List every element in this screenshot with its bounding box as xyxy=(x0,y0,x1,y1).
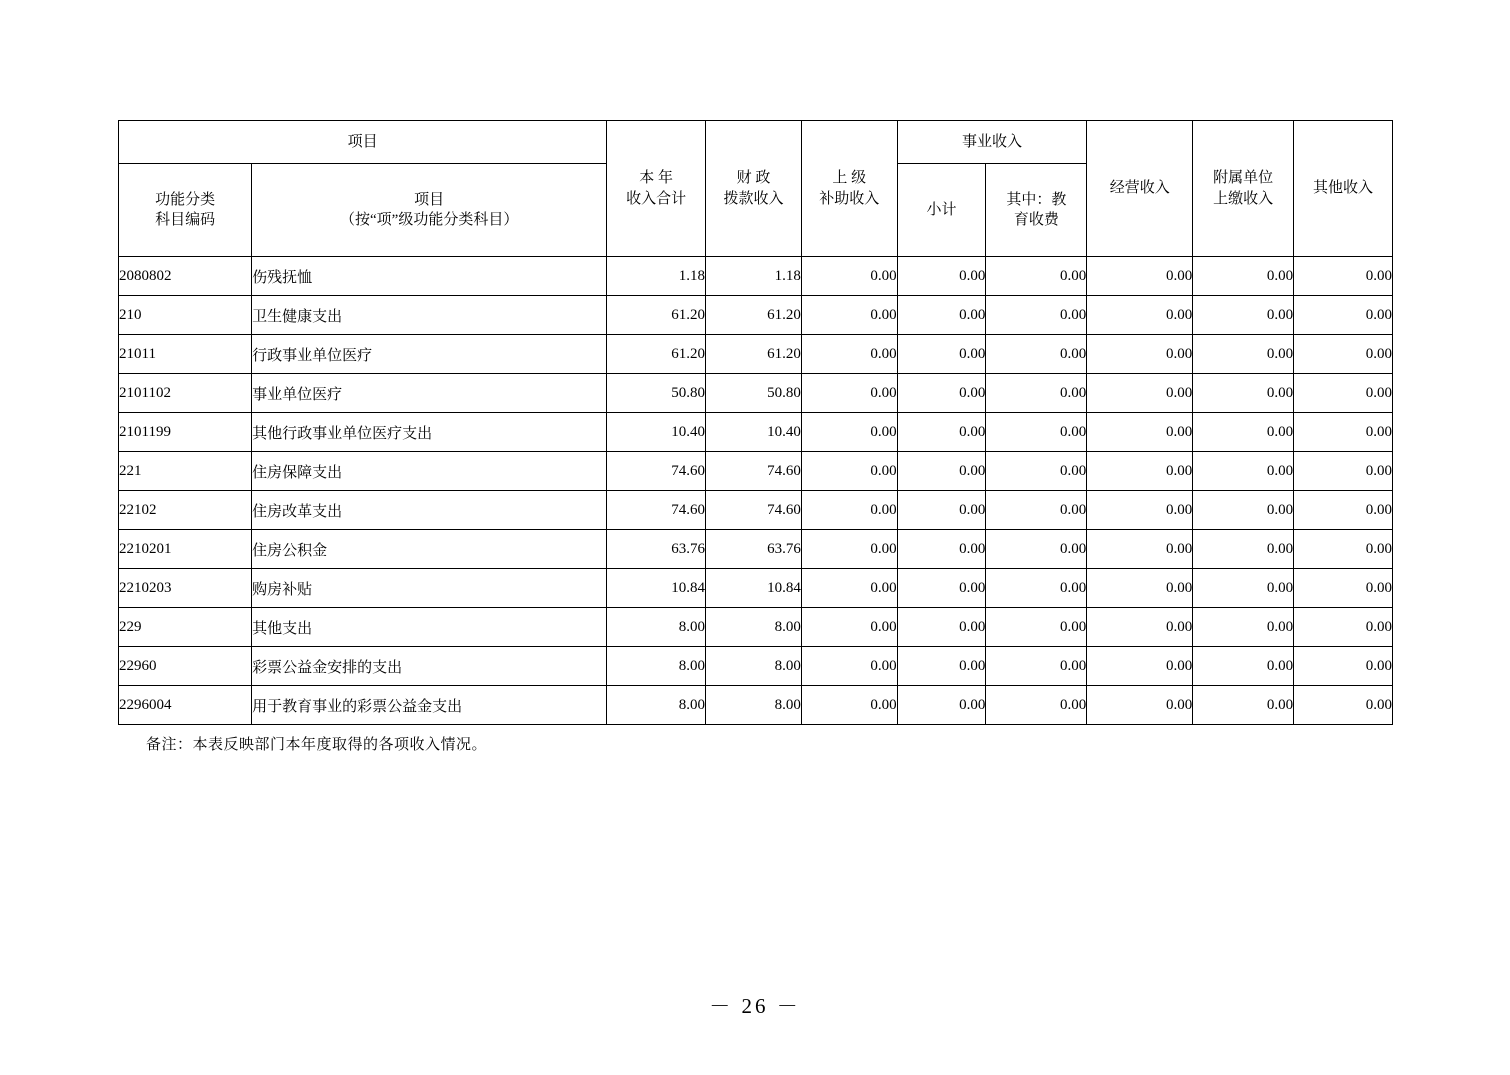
cell-subtotal: 0.00 xyxy=(897,335,986,374)
cell-operating: 0.00 xyxy=(1087,296,1193,335)
cell-edu: 0.00 xyxy=(986,608,1087,647)
header-other-income: 其他收入 xyxy=(1294,121,1393,257)
cell-subtotal: 0.00 xyxy=(897,686,986,725)
cell-item-name: 卫生健康支出 xyxy=(252,296,607,335)
cell-fiscal: 63.76 xyxy=(706,530,802,569)
header-total-income xyxy=(607,121,706,257)
cell-other: 0.00 xyxy=(1294,413,1393,452)
cell-total: 61.20 xyxy=(607,335,706,374)
cell-operating: 0.00 xyxy=(1087,647,1193,686)
cell-total: 63.76 xyxy=(607,530,706,569)
cell-affiliated: 0.00 xyxy=(1193,686,1294,725)
cell-fiscal: 8.00 xyxy=(706,686,802,725)
header-superior-line2: 补助收入 xyxy=(819,190,880,207)
header-superior-subsidy xyxy=(801,121,897,257)
cell-fiscal: 74.60 xyxy=(706,491,802,530)
cell-operating: 0.00 xyxy=(1087,452,1193,491)
header-superior-line1: 上 级 xyxy=(832,170,867,187)
cell-item-name: 彩票公益金安排的支出 xyxy=(252,647,607,686)
cell-affiliated: 0.00 xyxy=(1193,491,1294,530)
cell-operating: 0.00 xyxy=(1087,608,1193,647)
cell-edu: 0.00 xyxy=(986,452,1087,491)
cell-subtotal: 0.00 xyxy=(897,452,986,491)
cell-affiliated: 0.00 xyxy=(1193,257,1294,296)
cell-other: 0.00 xyxy=(1294,452,1393,491)
cell-operating: 0.00 xyxy=(1087,257,1193,296)
header-fiscal-line2: 拨款收入 xyxy=(723,190,784,207)
cell-total: 10.84 xyxy=(607,569,706,608)
cell-function-code: 2080802 xyxy=(119,257,252,296)
table-row xyxy=(119,608,1393,647)
cell-edu: 0.00 xyxy=(986,335,1087,374)
header-education-fee-line1: 其中：教 xyxy=(1006,191,1067,208)
header-fiscal-appropriation xyxy=(706,121,802,257)
cell-fiscal: 10.40 xyxy=(706,413,802,452)
header-function-code-line1: 功能分类 xyxy=(155,191,216,208)
cell-edu: 0.00 xyxy=(986,296,1087,335)
cell-superior: 0.00 xyxy=(801,491,897,530)
cell-item-name: 伤残抚恤 xyxy=(252,257,607,296)
cell-affiliated: 0.00 xyxy=(1193,296,1294,335)
cell-fiscal: 8.00 xyxy=(706,647,802,686)
cell-subtotal: 0.00 xyxy=(897,608,986,647)
table-row xyxy=(119,686,1393,725)
table-row xyxy=(119,491,1393,530)
cell-affiliated: 0.00 xyxy=(1193,569,1294,608)
cell-total: 1.18 xyxy=(607,257,706,296)
cell-item-name: 其他支出 xyxy=(252,608,607,647)
cell-item-name: 其他行政事业单位医疗支出 xyxy=(252,413,607,452)
cell-fiscal: 61.20 xyxy=(706,296,802,335)
cell-other: 0.00 xyxy=(1294,257,1393,296)
cell-fiscal: 61.20 xyxy=(706,335,802,374)
cell-affiliated: 0.00 xyxy=(1193,413,1294,452)
cell-fiscal: 50.80 xyxy=(706,374,802,413)
table-row xyxy=(119,296,1393,335)
cell-item-name: 事业单位医疗 xyxy=(252,374,607,413)
cell-item-name: 住房公积金 xyxy=(252,530,607,569)
cell-total: 8.00 xyxy=(607,686,706,725)
income-table xyxy=(118,120,1393,725)
cell-superior: 0.00 xyxy=(801,452,897,491)
cell-item-name: 住房改革支出 xyxy=(252,491,607,530)
cell-other: 0.00 xyxy=(1294,296,1393,335)
header-business-income: 事业收入 xyxy=(897,121,1087,164)
cell-total: 74.60 xyxy=(607,452,706,491)
header-item-name-line2: （按“项”级功能分类科目） xyxy=(340,212,519,228)
header-group-item: 项目 xyxy=(119,121,607,164)
table-row xyxy=(119,647,1393,686)
cell-other: 0.00 xyxy=(1294,530,1393,569)
header-item-name xyxy=(252,164,607,257)
table-row xyxy=(119,452,1393,491)
cell-operating: 0.00 xyxy=(1087,413,1193,452)
cell-edu: 0.00 xyxy=(986,257,1087,296)
header-total-income-line2: 收入合计 xyxy=(626,190,687,207)
header-total-income-line1: 本 年 xyxy=(639,170,673,187)
cell-affiliated: 0.00 xyxy=(1193,530,1294,569)
cell-superior: 0.00 xyxy=(801,530,897,569)
cell-item-name: 住房保障支出 xyxy=(252,452,607,491)
table-row xyxy=(119,569,1393,608)
table-row xyxy=(119,374,1393,413)
cell-total: 74.60 xyxy=(607,491,706,530)
cell-total: 8.00 xyxy=(607,608,706,647)
header-fiscal-line1: 财 政 xyxy=(736,170,771,187)
table-row xyxy=(119,335,1393,374)
table-body xyxy=(119,257,1393,725)
cell-function-code: 2296004 xyxy=(119,686,252,725)
cell-total: 10.40 xyxy=(607,413,706,452)
cell-subtotal: 0.00 xyxy=(897,647,986,686)
cell-operating: 0.00 xyxy=(1087,569,1193,608)
cell-other: 0.00 xyxy=(1294,491,1393,530)
cell-subtotal: 0.00 xyxy=(897,257,986,296)
cell-superior: 0.00 xyxy=(801,374,897,413)
cell-superior: 0.00 xyxy=(801,257,897,296)
cell-edu: 0.00 xyxy=(986,491,1087,530)
cell-subtotal: 0.00 xyxy=(897,530,986,569)
cell-edu: 0.00 xyxy=(986,569,1087,608)
header-affiliated-income xyxy=(1193,121,1294,257)
cell-function-code: 2101199 xyxy=(119,413,252,452)
cell-affiliated: 0.00 xyxy=(1193,452,1294,491)
cell-other: 0.00 xyxy=(1294,647,1393,686)
cell-affiliated: 0.00 xyxy=(1193,608,1294,647)
cell-fiscal: 74.60 xyxy=(706,452,802,491)
page-number: － 26 － xyxy=(709,994,801,1018)
cell-superior: 0.00 xyxy=(801,296,897,335)
cell-affiliated: 0.00 xyxy=(1193,647,1294,686)
cell-other: 0.00 xyxy=(1294,335,1393,374)
cell-edu: 0.00 xyxy=(986,413,1087,452)
cell-function-code: 2101102 xyxy=(119,374,252,413)
cell-total: 8.00 xyxy=(607,647,706,686)
cell-other: 0.00 xyxy=(1294,569,1393,608)
cell-function-code: 21011 xyxy=(119,335,252,374)
cell-edu: 0.00 xyxy=(986,686,1087,725)
header-operating-income: 经营收入 xyxy=(1087,121,1193,257)
cell-operating: 0.00 xyxy=(1087,686,1193,725)
cell-edu: 0.00 xyxy=(986,530,1087,569)
cell-superior: 0.00 xyxy=(801,413,897,452)
cell-total: 50.80 xyxy=(607,374,706,413)
cell-function-code: 229 xyxy=(119,608,252,647)
cell-total: 61.20 xyxy=(607,296,706,335)
cell-affiliated: 0.00 xyxy=(1193,374,1294,413)
cell-function-code: 210 xyxy=(119,296,252,335)
cell-superior: 0.00 xyxy=(801,686,897,725)
cell-other: 0.00 xyxy=(1294,686,1393,725)
cell-item-name: 用于教育事业的彩票公益金支出 xyxy=(252,686,607,725)
table-row xyxy=(119,257,1393,296)
cell-subtotal: 0.00 xyxy=(897,491,986,530)
header-education-fee xyxy=(986,164,1087,257)
cell-operating: 0.00 xyxy=(1087,491,1193,530)
cell-other: 0.00 xyxy=(1294,374,1393,413)
cell-function-code: 22960 xyxy=(119,647,252,686)
cell-subtotal: 0.00 xyxy=(897,569,986,608)
cell-other: 0.00 xyxy=(1294,608,1393,647)
cell-subtotal: 0.00 xyxy=(897,413,986,452)
header-business-subtotal: 小计 xyxy=(897,164,986,257)
cell-operating: 0.00 xyxy=(1087,374,1193,413)
table-note: 备注：本表反映部门本年度取得的各项收入情况。 xyxy=(146,737,488,753)
cell-subtotal: 0.00 xyxy=(897,296,986,335)
cell-superior: 0.00 xyxy=(801,608,897,647)
cell-fiscal: 8.00 xyxy=(706,608,802,647)
cell-operating: 0.00 xyxy=(1087,530,1193,569)
cell-fiscal: 1.18 xyxy=(706,257,802,296)
cell-subtotal: 0.00 xyxy=(897,374,986,413)
header-education-fee-line2: 育收费 xyxy=(1013,212,1059,228)
table-row xyxy=(119,530,1393,569)
cell-function-code: 2210201 xyxy=(119,530,252,569)
cell-superior: 0.00 xyxy=(801,647,897,686)
cell-superior: 0.00 xyxy=(801,569,897,608)
header-function-code xyxy=(119,164,252,257)
cell-function-code: 221 xyxy=(119,452,252,491)
cell-item-name: 行政事业单位医疗 xyxy=(252,335,607,374)
cell-operating: 0.00 xyxy=(1087,335,1193,374)
table-header xyxy=(119,121,1393,257)
header-affiliated-line2: 上缴收入 xyxy=(1213,190,1274,207)
header-item-name-line1: 项目 xyxy=(414,191,445,208)
cell-function-code: 22102 xyxy=(119,491,252,530)
cell-function-code: 2210203 xyxy=(119,569,252,608)
cell-edu: 0.00 xyxy=(986,647,1087,686)
header-function-code-line2: 科目编码 xyxy=(155,212,216,228)
header-affiliated-line1: 附属单位 xyxy=(1213,170,1274,187)
table-row xyxy=(119,413,1393,452)
cell-edu: 0.00 xyxy=(986,374,1087,413)
cell-affiliated: 0.00 xyxy=(1193,335,1294,374)
cell-item-name: 购房补贴 xyxy=(252,569,607,608)
cell-superior: 0.00 xyxy=(801,335,897,374)
cell-fiscal: 10.84 xyxy=(706,569,802,608)
